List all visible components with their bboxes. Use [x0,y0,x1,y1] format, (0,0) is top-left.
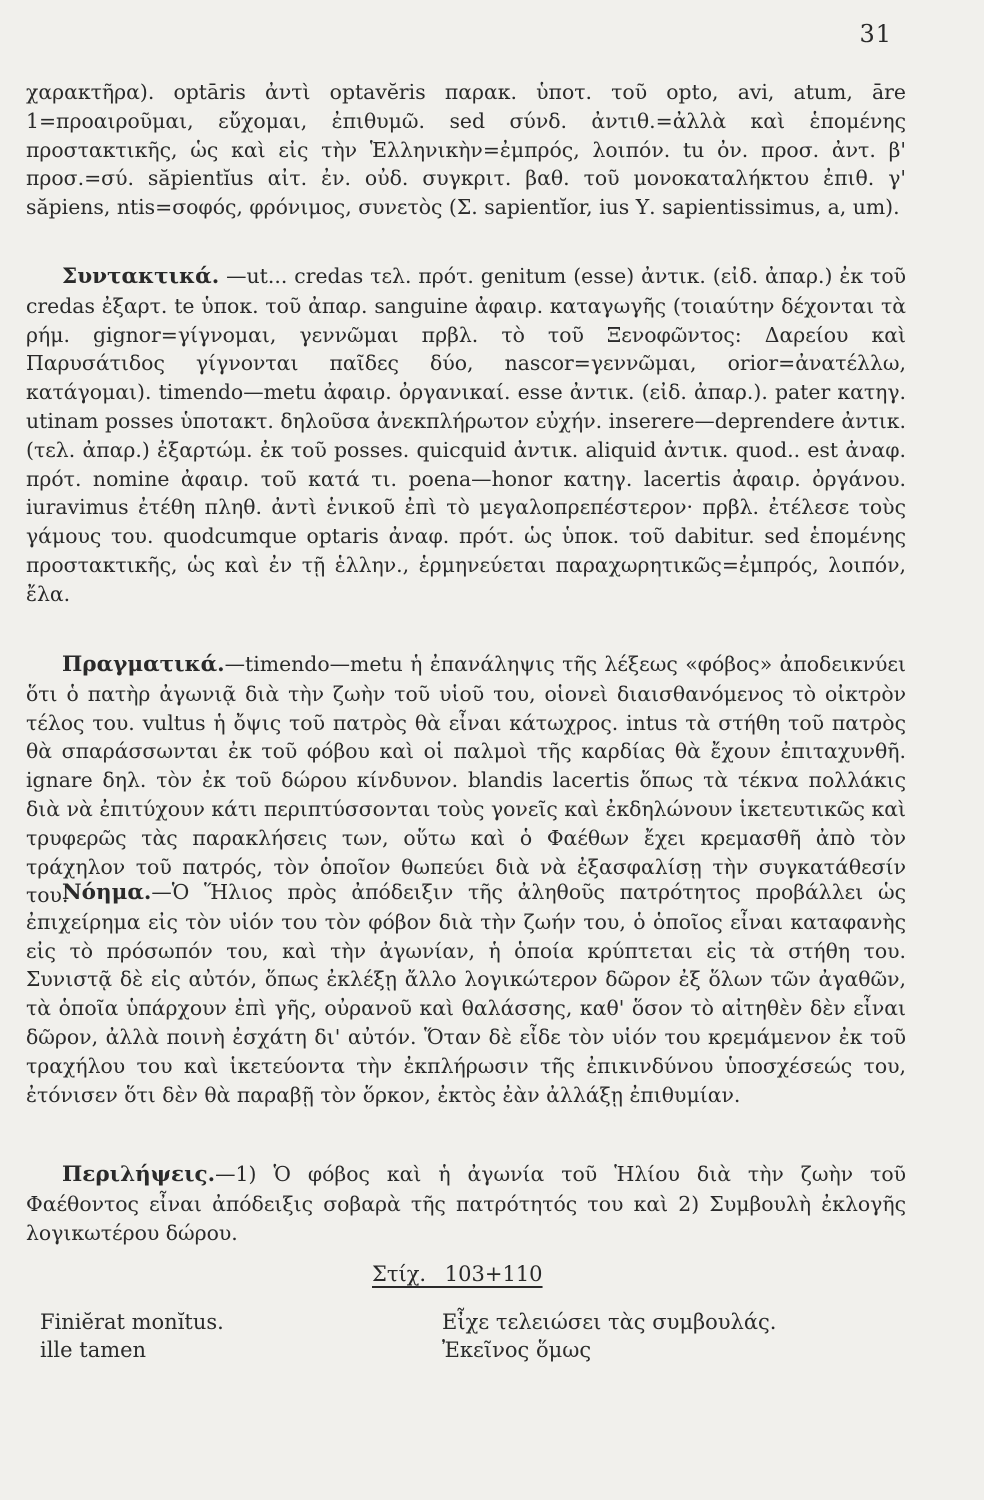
meaning-text: —Ὁ Ἥλιος πρὸς ἀπόδειξιν τῆς ἀληθοῦς πατρότητος προβάλλει ὡς ἐπιχείρημα εἰς τὸν υἱόν του τὸν φόβον διὰ τὴν ζωήν του, ὁ ὁποῖος εἶναι καταφανὴς εἰς τὸ πρόσωπόν του, καὶ τὴν ἀγωνίαν, ἡ ὁποία κρύπτεται εἰς τὰ στήθη του. Συνιστᾷ δὲ εἰς αὐτόν, ὅπως ἐκλέξῃ ἄλλο λογικώτερον δῶρον ἐξ ὅλων τῶν ἀγαθῶν, τὰ ὁποῖα ὑπάρχουν ἐπὶ γῆς, οὐρανοῦ καὶ θαλάσσης, καθ' ὅσον τὸ αἰτηθὲν δὲν εἶναι δῶρον, ἀλλὰ ποινὴ ἐσχάτη δι' αὐτόν. Ὅταν δὲ εἶδε τὸν υἱόν του κρεμάμενον ἐκ τοῦ τραχήλου του καὶ ἱκετεύοντα τὴν ἐκπλήρωσιν τῆς ἐπικινδύνου ὑποσχέσεώς του, ἐτόνισεν ὅτι δὲν θὰ παραβῇ τὸν ὅρκον, ἐκτὸς ἐὰν ἀλλάξῃ ἐπιθυμίαν. [26,880,906,1107]
content-text: —timendo—metu ἡ ἐπανάληψις τῆς λέξεως «φόβος» ἀποδεικνύει ὅτι ὁ πατὴρ ἀγωνιᾷ διὰ τὴν ζωὴν τοῦ υἱοῦ του, οἱονεὶ διαισθανόμενος τὸ οἰκτρὸν τέλος του. vultus ἡ ὄψις τοῦ πατρὸς θὰ εἶναι κάτωχρος. intus τὰ στήθη τοῦ πατρὸς θὰ σπαράσσωνται ἐκ τοῦ φόβου καὶ οἱ παλμοὶ τῆς καρδίας θὰ ἔχουν ἐπιταχυνθῆ. ignare δηλ. τὸν ἐκ τοῦ δώρου κίνδυνον. blandis lacertis ὅπως τὰ τέκνα πολλάκις διὰ νὰ ἐπιτύχουν κάτι περιπτύσσονται τοὺς γονεῖς καὶ ἐκδηλώνουν ἱκετευτικῶς καὶ τρυφερῶς τὰς παρακλήσεις των, οὕτω καὶ ὁ Φαέθων ἔχει κρεμασθῆ ἀπὸ τὸν τράχηλον τοῦ πατρός, τὸν ὁποῖον θωπεύει διὰ νὰ ἐξασφαλίσῃ τὴν συγκατάθεσίν του. [26,652,906,908]
syntax-heading: Συντακτικά. [62,264,220,289]
greek-translation-line: Εἶχε τελειώσει τὰς συμβουλάς. [442,1310,777,1334]
syntax-section [26,262,906,609]
verse-count: Στίχ. 103+110 [372,1262,543,1286]
summary-section [26,1160,906,1247]
latin-verse-line: Finiĕrat monĭtus. [40,1310,224,1334]
commentary-paragraph [26,78,906,222]
meaning-section [26,878,906,1109]
page-number: 31 [859,20,892,48]
syntax-text: —ut... credas τελ. πρότ. genitum (esse) ἀντικ. (εἰδ. ἀπαρ.) ἐκ τοῦ credas ἐξαρτ. te ὑποκ. τοῦ ἀπαρ. sanguine ἀφαιρ. καταγωγῆς (τοιαύτην δέχονται τὰ ρήμ. gignor=γίγνομαι, γεννῶμαι πρβλ. τὸ τοῦ Ξενοφῶντος: Δαρείου καὶ Παρυσάτιδος γίγνονται παῖδες δύο, nascor=γεννῶμαι, orior=ἀνατέλλω, κατάγομαι). timendo—metu ἀφαιρ. ὀργανικαί. esse ἀντικ. (εἰδ. ἀπαρ.). pater κατηγ. utinam posses ὑποτακτ. δηλοῦσα ἀνεκπλήρωτον εὐχήν. inserere—deprendere ἀντικ. (τελ. ἀπαρ.) ἐξαρτώμ. ἐκ τοῦ posses. quicquid ἀντικ. aliquid ἀντικ. quod.. est ἀναφ. πρότ. nomine ἀφαιρ. τοῦ κατά τι. poena—honor κατηγ. lacertis ἀφαιρ. ὀργάνου. iuravimus ἐτέθη πληθ. ἀντὶ ἑνικοῦ ἐπὶ τὸ μεγαλοπρεπέστερον· πρβλ. ἐτέλεσε τοὺς γάμους του. quodcumque optaris ἀναφ. πρότ. ὡς ὑποκ. τοῦ dabitur. sed ἑπομένης προστακτικῆς, ὡς καὶ ἐν τῇ ἑλλην., ἑρμηνεύεται παραχωρητικῶς=ἐμπρός, λοιπόν, ἔλα. [26,264,906,606]
latin-verse-line: ille tamen [40,1338,147,1362]
commentary-text: χαρακτῆρα). optāris ἀντὶ optavĕris παρακ. ὑποτ. τοῦ opto, avi, atum, āre 1=προαιροῦμαι, εὔχομαι, ἐπιθυμῶ. sed σύνδ. ἀντιθ.=ἀλλὰ καὶ ἑπομένης προστακτικῆς, ὡς καὶ εἰς τὴν Ἑλληνικὴν=ἐμπρός, λοιπόν. tu ὀν. προσ. ἀντ. β' προσ.=σύ. săpientĭus αἰτ. ἐν. οὐδ. συγκριτ. βαθ. τοῦ μονοκαταλήκτου ἐπιθ. γ' săpiens, ntis=σοφός, φρόνιμος, συνετὸς (Σ. sapientĭor, ius Υ. sapientissimus, a, um). [26,80,906,220]
greek-translation-line: Ἐκεῖνος ὅμως [442,1338,592,1362]
summary-text: —1) Ὁ φόβος καὶ ἡ ἀγωνία τοῦ Ἡλίου διὰ τὴν ζωὴν τοῦ Φαέθοντος εἶναι ἀπόδειξις σοβαρὰ τῆς πατρότητός του καὶ 2) Συμβουλὴ ἐκλογῆς λογικωτέρου δώρου. [26,1162,906,1245]
summary-heading: Περιλήψεις. [62,1162,216,1187]
meaning-heading: Νόημα. [62,880,152,905]
content-section [26,650,906,910]
content-heading: Πραγματικά. [62,652,225,677]
